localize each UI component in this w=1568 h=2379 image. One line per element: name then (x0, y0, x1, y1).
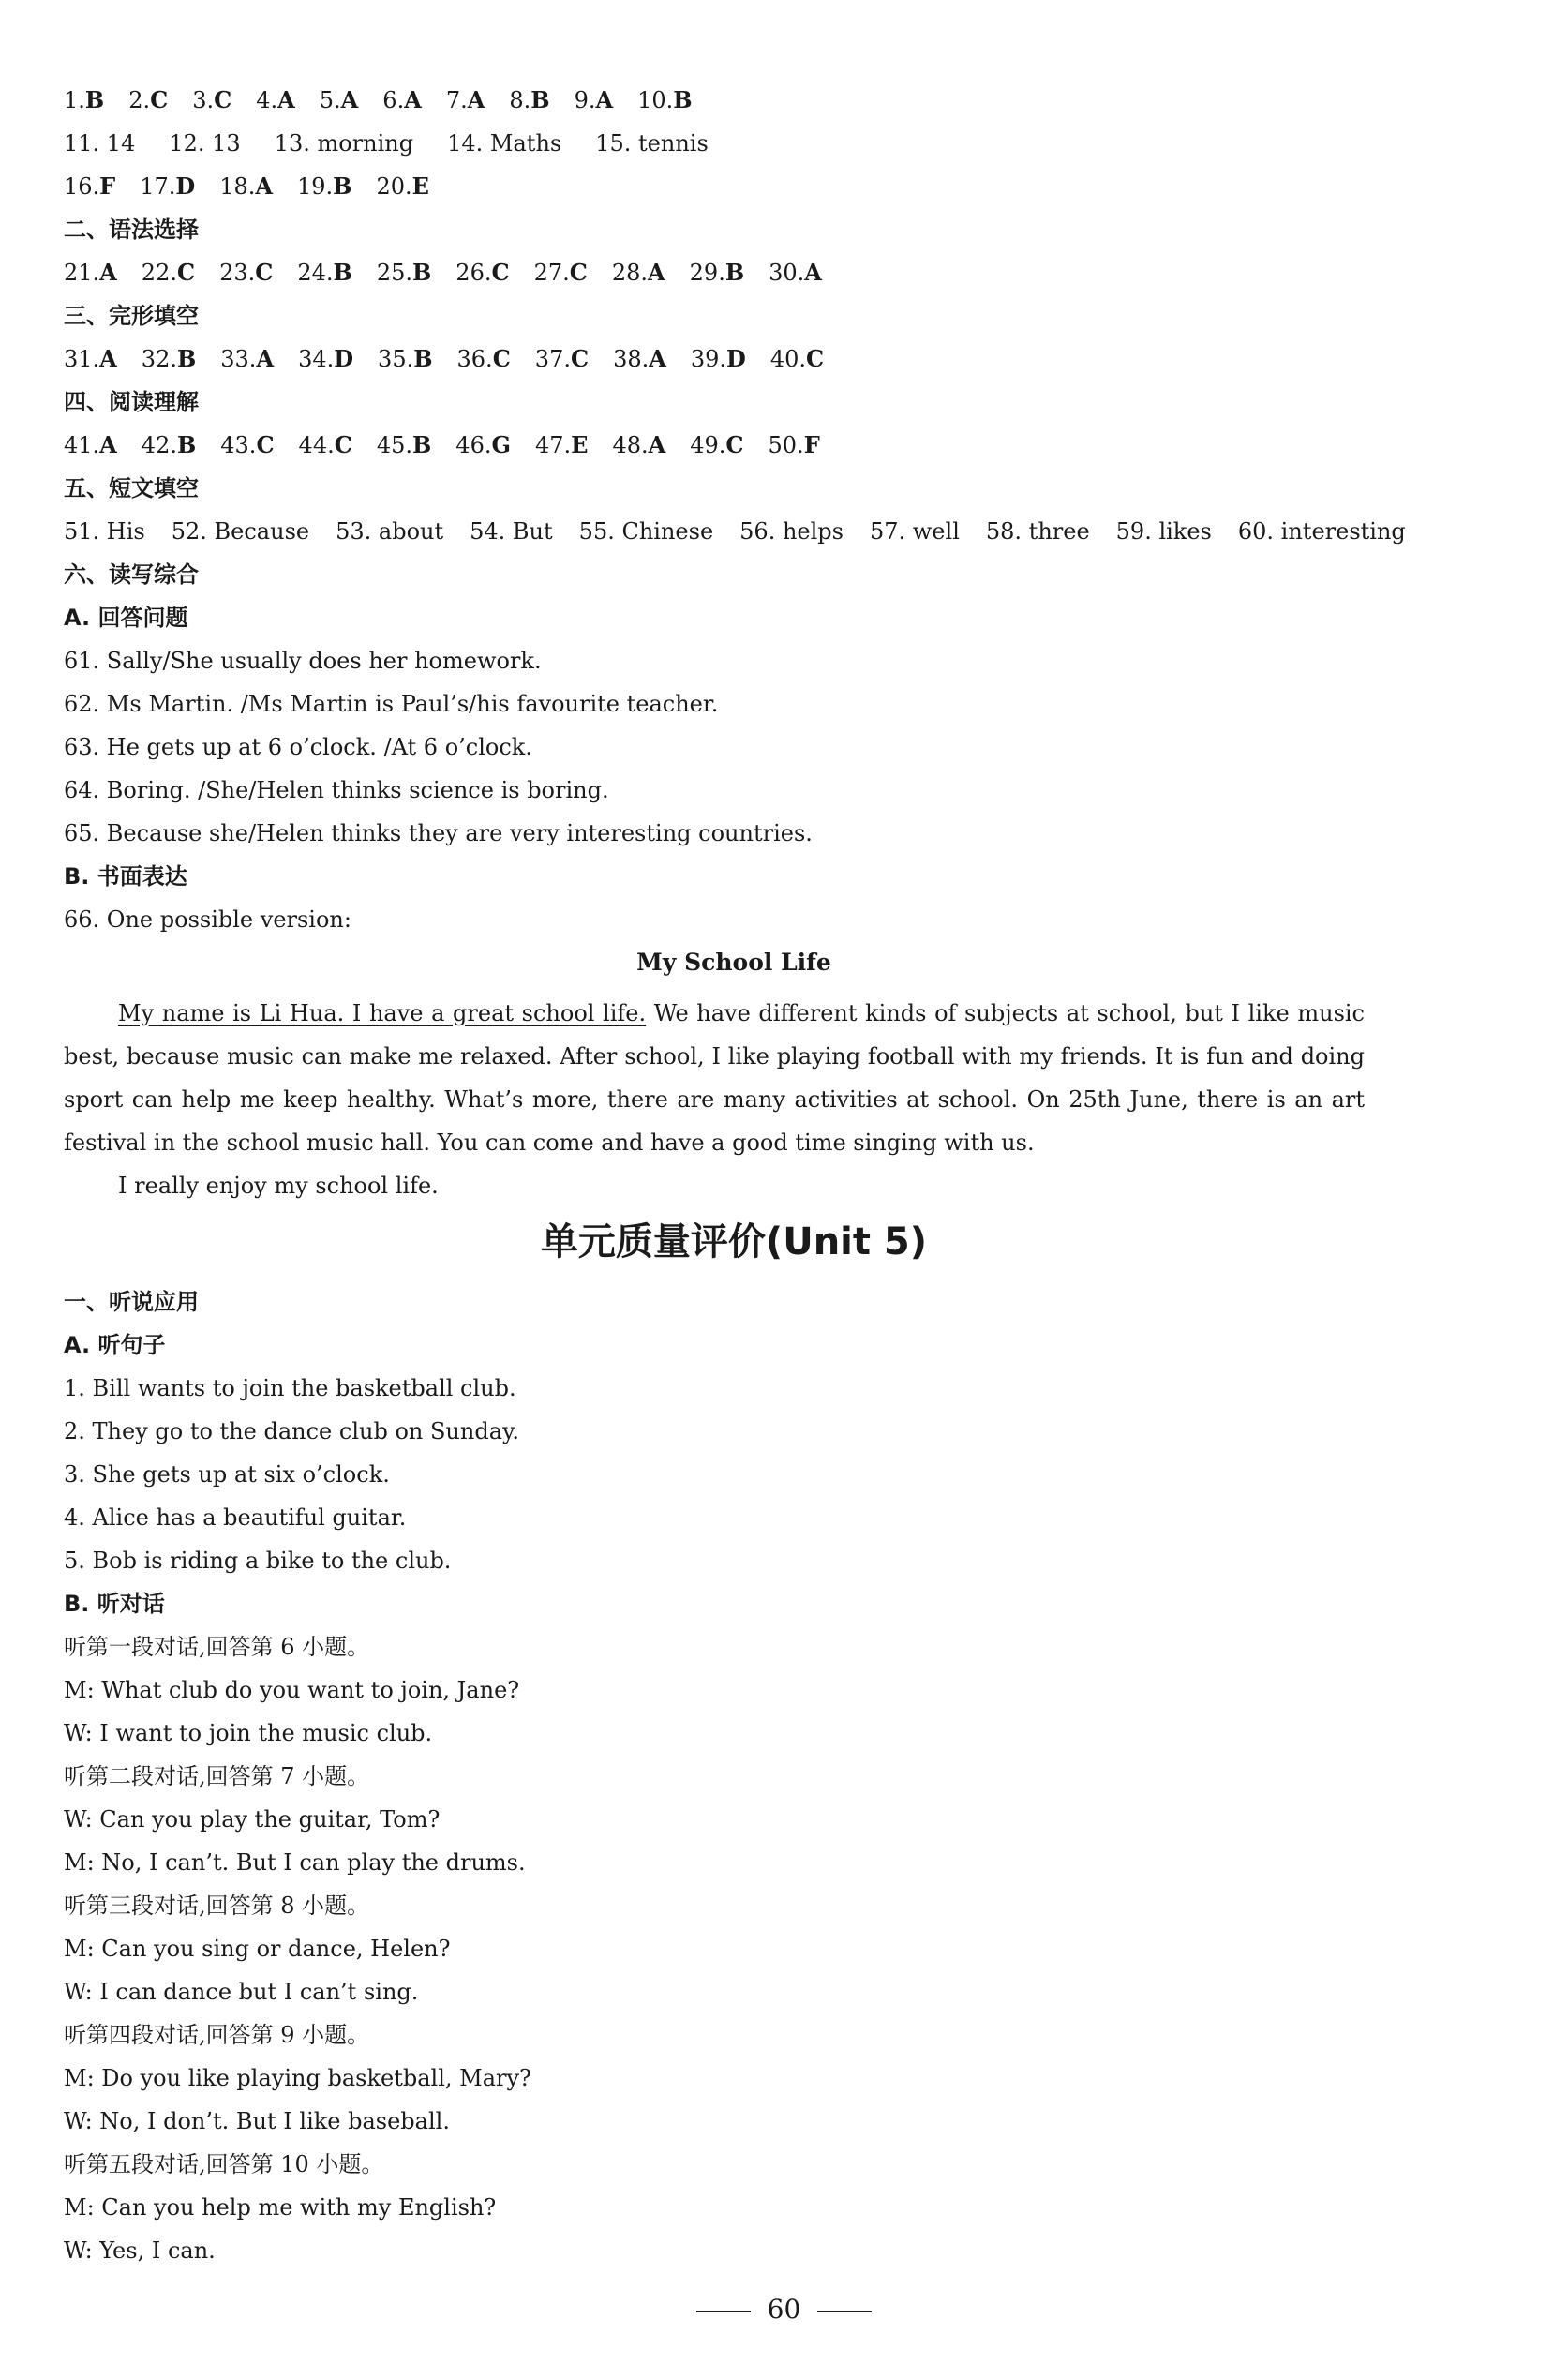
answer-item: 36.C (456, 345, 511, 372)
essay-intro: 66. One possible version: (64, 906, 351, 933)
answer-item: 14. Maths (447, 130, 562, 157)
part-a-heading: A. 听句子 (64, 1332, 166, 1358)
dialogue-line: 听第五段对话,回答第 10 小题。 (64, 2151, 384, 2177)
answer-item: 8.B (509, 86, 550, 113)
dialogue-line: 听第三段对话,回答第 8 小题。 (64, 1893, 370, 1919)
dialogue-line: W: I can dance but I can’t sing. (64, 1979, 419, 2005)
answer-item: 32.B (141, 345, 197, 372)
sentence-item: 4. Alice has a beautiful guitar. (64, 1504, 407, 1531)
short-passage-answers (64, 517, 1406, 561)
answer-item: 54. But (470, 518, 553, 545)
answer-item: 22.C (141, 259, 196, 286)
answer-item: 57. well (869, 518, 960, 545)
answer-item: 10.B (637, 86, 693, 113)
cloze-heading: 三、完形填空 (64, 303, 199, 329)
answer-item: 43.C (220, 431, 275, 458)
answers-1-10 (64, 86, 1376, 129)
qa-item: 64. Boring. /She/Helen thinks science is boring. (64, 777, 609, 803)
answers-16-20 (64, 172, 1376, 216)
answer-item: 29.B (689, 259, 745, 286)
part-b-heading: B. 书面表达 (64, 863, 187, 890)
answer-item: 56. helps (739, 518, 844, 545)
dialogue-line: M: What club do you want to join, Jane? (64, 1677, 520, 1703)
dialogue-line: 听第二段对话,回答第 7 小题。 (64, 1763, 370, 1789)
answer-item: 52. Because (171, 518, 310, 545)
short-passage-heading: 五、短文填空 (64, 475, 199, 501)
qa-item: 63. He gets up at 6 o’clock. /At 6 o’clock. (64, 734, 532, 760)
answer-item: 6.A (382, 86, 422, 113)
answer-item: 20.E (376, 172, 429, 200)
answer-item: 38.A (613, 345, 666, 372)
answer-item: 7.A (445, 86, 485, 113)
answer-item: 41.A (64, 431, 117, 458)
answer-item: 60. interesting (1237, 518, 1406, 545)
qa-item: 61. Sally/She usually does her homework. (64, 648, 542, 674)
answer-item: 17.D (140, 172, 196, 200)
answer-item: 26.C (455, 259, 510, 286)
dialogue-line: W: Yes, I can. (64, 2237, 216, 2264)
answer-item: 42.B (141, 431, 197, 458)
reading-heading: 四、阅读理解 (64, 389, 199, 415)
answer-item: 51. His (64, 518, 145, 545)
answer-item: 35.B (378, 345, 433, 372)
essay-paragraph (64, 992, 1365, 1164)
qa-item: 65. Because she/Helen thinks they are very interesting countries. (64, 820, 813, 846)
answer-item: 23.C (219, 259, 274, 286)
answer-item: 48.A (612, 431, 666, 458)
page-number: 60 (767, 2294, 801, 2325)
dialogue-line: 听第四段对话,回答第 9 小题。 (64, 2022, 370, 2048)
answer-item: 49.C (690, 431, 744, 458)
dialogue-line: M: Can you help me with my English? (64, 2194, 497, 2221)
read-write-heading: 六、读写综合 (64, 561, 199, 588)
answer-item: 59. likes (1115, 518, 1212, 545)
answer-item: 3.C (192, 86, 232, 113)
answer-item: 18.A (219, 172, 273, 200)
answer-item: 21.A (64, 259, 117, 286)
listening-section-heading: 一、听说应用 (64, 1289, 199, 1315)
answer-item: 50.F (768, 431, 820, 458)
answer-item: 55. Chinese (578, 518, 714, 545)
answer-item: 39.D (690, 345, 746, 372)
essay-title: My School Life (636, 949, 831, 976)
unit-title: 单元质量评价(Unit 5) (540, 1220, 928, 1264)
dialogue-line: M: Can you sing or dance, Helen? (64, 1936, 451, 1962)
answer-item: 25.B (376, 259, 432, 286)
answer-item: 46.G (455, 431, 511, 458)
answer-item: 15. tennis (595, 130, 709, 157)
reading-answers (64, 431, 1376, 474)
answer-item: 53. about (336, 518, 444, 545)
qa-item: 62. Ms Martin. /Ms Martin is Paul’s/his favourite teacher. (64, 691, 719, 717)
answer-item: 47.E (534, 431, 589, 458)
footer-dash-left (696, 2311, 751, 2312)
answer-item: 13. morning (274, 130, 414, 157)
dialogue-line: M: No, I can’t. But I can play the drums. (64, 1849, 526, 1876)
answer-item: 9.A (574, 86, 614, 113)
essay-paragraph-rest: We have different kinds of subjects at school, but I like music best, because music can make me relaxed. After school, I like playing football with my friends. It is fun and doing sport can help me keep healthy. What’s more, there are many activities at school. On 25th June, there is an art festival in the school music hall. You can come and have a good time singing with us. (64, 1000, 1365, 1156)
footer-dash-right (817, 2311, 872, 2312)
answer-item: 37.C (534, 345, 590, 372)
answer-item: 27.C (533, 259, 588, 286)
part-a-heading: A. 回答问题 (64, 605, 188, 631)
answer-item: 58. three (985, 518, 1090, 545)
answer-item: 31.A (64, 345, 117, 372)
cloze-answers (64, 345, 1376, 388)
answer-item: 2.C (128, 86, 169, 113)
answer-item: 34.D (298, 345, 354, 372)
answer-item: 28.A (611, 259, 665, 286)
sentence-item: 2. They go to the dance club on Sunday. (64, 1418, 520, 1444)
answer-item: 40.C (769, 345, 825, 372)
dialogue-line: 听第一段对话,回答第 6 小题。 (64, 1634, 370, 1660)
answer-item: 12. 13 (169, 130, 241, 157)
answer-item: 16.F (64, 172, 116, 200)
dialogue-line: W: Can you play the guitar, Tom? (64, 1806, 441, 1833)
essay (64, 992, 1376, 1207)
answers-11-15 (64, 129, 1376, 172)
answer-item: 45.B (376, 431, 432, 458)
dialogue-line: W: No, I don’t. But I like baseball. (64, 2108, 450, 2134)
answer-item: 11. 14 (64, 130, 136, 157)
answer-item: 19.B (297, 172, 352, 200)
sentence-item: 3. She gets up at six o’clock. (64, 1461, 390, 1488)
answer-item: 24.B (297, 259, 352, 286)
answer-item: 44.C (298, 431, 352, 458)
essay-underlined-sentence: My name is Li Hua. I have a great school life. (118, 1000, 647, 1026)
part-b-heading: B. 听对话 (64, 1591, 165, 1617)
sentence-item: 1. Bill wants to join the basketball club. (64, 1375, 516, 1401)
answer-item: 33.A (220, 345, 275, 372)
grammar-answers (64, 259, 1376, 302)
content (64, 86, 1406, 2280)
sentence-item: 5. Bob is riding a bike to the club. (64, 1548, 452, 1574)
grammar-heading: 二、语法选择 (64, 217, 199, 243)
dialogue-line: M: Do you like playing basketball, Mary? (64, 2065, 531, 2091)
answer-item: 5.A (319, 86, 359, 113)
essay-closing: I really enjoy my school life. (118, 1173, 439, 1199)
page-footer (0, 2291, 1568, 2328)
answer-item: 1.B (64, 86, 105, 113)
dialogue-line: W: I want to join the music club. (64, 1720, 433, 1746)
answer-item: 4.A (256, 86, 295, 113)
answer-item: 30.A (769, 259, 822, 286)
